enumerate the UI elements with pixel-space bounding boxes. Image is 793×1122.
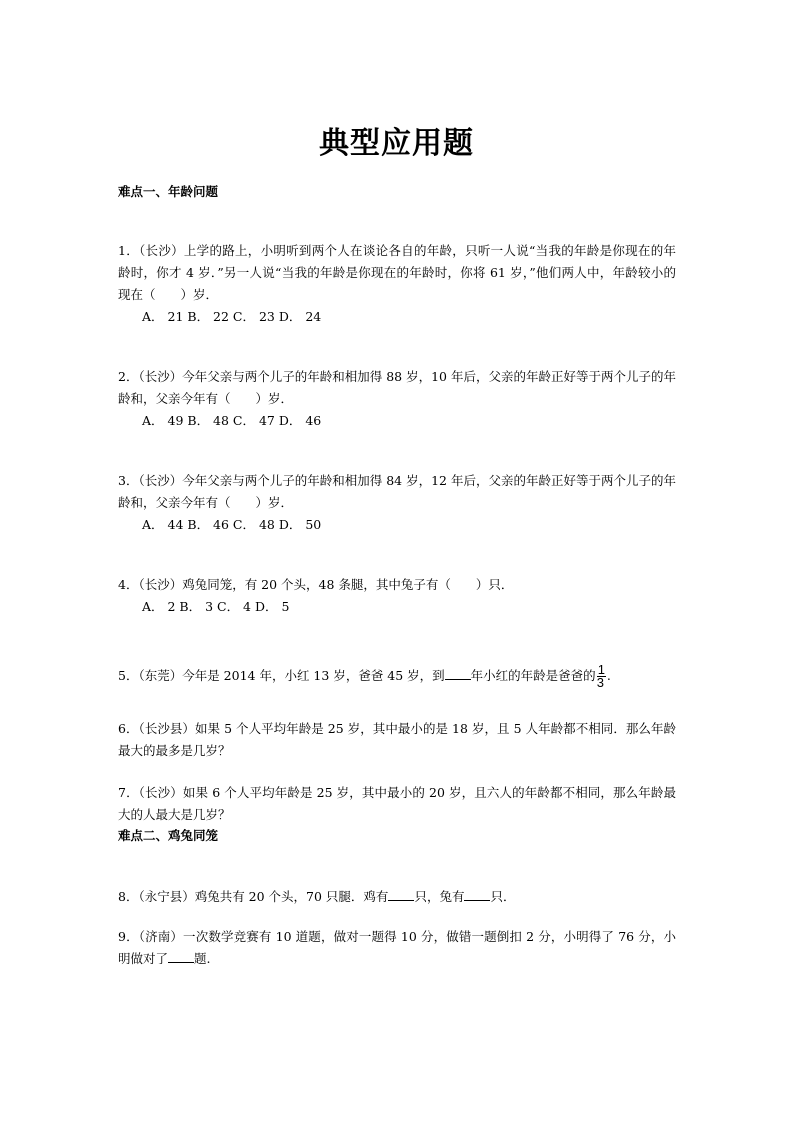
section-heading-chicken-rabbit: 难点二、鸡兔同笼 (118, 828, 219, 843)
question-9-text-a: 9．（济南）一次数学竞赛有 10 道题，做对一题得 10 分，做错一题倒扣 2 分，小明得了 76 分，小明做对了 (118, 929, 676, 966)
fraction-denominator: 3 (596, 675, 604, 690)
question-6-text: 6．（长沙县）如果 5 个人平均年龄是 25 岁，其中最小的是 18 岁，且 5 人年龄都不相同．那么年龄最大的最多是几岁？ (118, 721, 676, 758)
question-2 (118, 366, 676, 432)
question-8-text-a: 8．（永宁县）鸡兔共有 20 个头，70 只腿．鸡有 (118, 889, 389, 904)
fraction (597, 664, 606, 689)
question-2-options: A． 49 B． 48 C． 47 D． 46 (142, 413, 322, 428)
question-8 (118, 886, 676, 908)
answer-blank (445, 667, 471, 680)
question-1-text: 1．（长沙）上学的路上，小明听到两个人在谈论各自的年龄，只听一人说“当我的年龄是你现在的年龄时，你才 4 岁．”另一人说“当我的年龄是你现在的年龄时，你将 61 岁，”他们两人中，年龄较小的现在（ ）岁． (118, 243, 676, 302)
answer-blank (168, 950, 194, 963)
question-6 (118, 718, 676, 762)
question-7 (118, 782, 676, 826)
question-3-options: A． 44 B． 46 C． 48 D． 50 (142, 517, 322, 532)
question-4 (118, 574, 676, 618)
question-8-text-b: 只，兔有 (414, 889, 465, 904)
question-3-text: 3．（长沙）今年父亲与两个儿子的年龄和相加得 84 岁，12 年后，父亲的年龄正好等于两个儿子的年龄和，父亲今年有（ ）岁． (118, 473, 676, 510)
question-8-text (118, 886, 676, 908)
question-3 (118, 470, 676, 536)
question-1-options: A． 21 B． 22 C． 23 D． 24 (142, 309, 322, 324)
question-7-text: 7．（长沙）如果 6 个人平均年龄是 25 岁，其中最小的 20 岁，且六人的年龄都不相同，那么年龄最大的人最大是几岁？ (118, 785, 676, 822)
question-5-text-c: . (606, 668, 611, 683)
page-title: 典型应用题 (319, 126, 474, 161)
question-9-text-b: 题. (194, 951, 211, 966)
question-5-text (118, 664, 676, 689)
section-heading-age: 难点一、年龄问题 (118, 184, 219, 199)
answer-blank (388, 888, 414, 901)
question-5-text-b: 年小红的年龄是爸爸的 (470, 668, 596, 683)
question-9-text (118, 926, 676, 970)
question-5 (118, 664, 676, 689)
question-2-text: 2．（长沙）今年父亲与两个儿子的年龄和相加得 88 岁，10 年后，父亲的年龄正好等于两个儿子的年龄和，父亲今年有（ ）岁． (118, 369, 676, 406)
question-9 (118, 926, 676, 970)
question-8-text-c: 只． (490, 889, 516, 904)
question-1 (118, 240, 676, 328)
question-4-options: A． 2 B． 3 C． 4 D． 5 (142, 599, 290, 614)
answer-blank (464, 888, 490, 901)
question-5-text-a: 5．（东莞）今年是 2014 年，小红 13 岁，爸爸 45 岁，到 (118, 668, 445, 683)
question-4-text: 4．（长沙）鸡兔同笼，有 20 个头，48 条腿，其中兔子有（ ）只． (118, 577, 514, 592)
fraction-numerator: 1 (597, 662, 605, 677)
